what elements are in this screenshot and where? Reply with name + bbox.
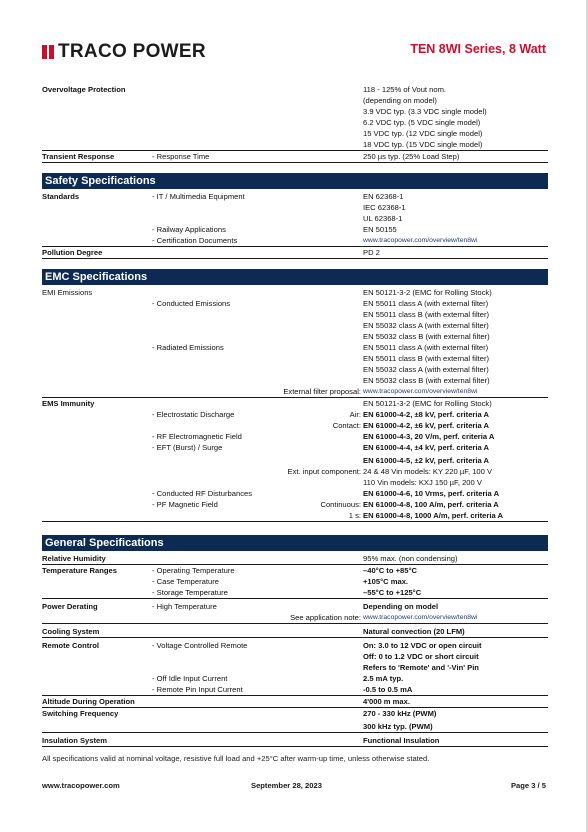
rf-label: - RF Electromagnetic Field — [152, 432, 242, 441]
logo-bars-icon — [42, 45, 54, 59]
temp-op-label: - Operating Temperature — [152, 566, 235, 575]
eft-value: EN 61000-4-4, ±4 kV, perf. criteria A — [363, 443, 490, 452]
altitude-row — [42, 696, 548, 708]
conducted-value: EN 55011 class B (with external filter) — [363, 310, 490, 319]
emi-label: EMI Emissions — [42, 288, 93, 297]
ovp-value: 118 - 125% of Vout nom. — [363, 85, 447, 94]
spec-table — [42, 84, 548, 747]
insulation-value: Functional Insulation — [363, 736, 440, 745]
esd-contact-label: Contact: — [332, 421, 361, 430]
humidity-label: Relative Humidity — [42, 554, 106, 563]
pf-1s-label: 1 s: — [348, 511, 361, 520]
esd-air-label: Air: — [349, 410, 361, 419]
pf-label: - PF Magnetic Field — [152, 500, 218, 509]
remote-row — [42, 640, 548, 673]
footer-website-link[interactable]: www.tracopower.com — [42, 781, 120, 790]
surge-value: EN 61000-4-5, ±2 kV, perf. criteria A — [363, 456, 490, 465]
switching-label: Switching Frequency — [42, 709, 119, 718]
conducted-row — [42, 298, 548, 342]
footnote: All specifications valid at nominal voltage, resistive full load and +25°C after warm-up time, unless otherwise stated. — [42, 754, 430, 763]
derating-sub: - High Temperature — [152, 602, 217, 611]
offidle-row — [42, 673, 548, 684]
remote-value: Off: 0 to 1.2 VDC or short circuit — [363, 652, 479, 661]
insulation-row — [42, 735, 548, 747]
switching-row — [42, 708, 548, 733]
ext-row — [42, 466, 548, 488]
emc-section-title: EMC Specifications — [42, 269, 548, 285]
ems-row — [42, 398, 548, 409]
ovp-label: Overvoltage Protection — [42, 85, 126, 94]
series-title: TEN 8WI Series, 8 Watt — [410, 42, 546, 56]
crf-row — [42, 488, 548, 499]
filter-row — [42, 386, 548, 398]
cooling-value: Natural convection (20 LFM) — [363, 627, 465, 636]
see-row — [42, 612, 548, 624]
cert-link[interactable]: www.tracopower.com/overview/ten8wi — [363, 237, 478, 244]
crf-label: - Conducted RF Disturbances — [152, 489, 253, 498]
temp-op-row — [42, 565, 548, 576]
eft-label: - EFT (Burst) / Surge — [152, 443, 223, 452]
radiated-value: EN 55032 class B (with external filter) — [363, 376, 490, 385]
crf-value: EN 61000-4-6, 10 Vrms, perf. criteria A — [363, 489, 500, 498]
transient-sub: - Response Time — [152, 152, 210, 161]
ext-value: 110 Vin models: KXJ 150 µF, 200 V — [363, 478, 482, 487]
cert-row — [42, 235, 548, 247]
temp-op-value: –40°C to +85°C — [363, 566, 417, 575]
temp-label: Temperature Ranges — [42, 566, 117, 575]
ovp-value: 3.9 VDC typ. (3.3 VDC single model) — [363, 107, 487, 116]
traco-logo — [42, 42, 206, 62]
humidity-row — [42, 553, 548, 565]
remotepin-value: -0.5 to 0.5 mA — [363, 685, 413, 694]
conducted-value: EN 55032 class A (with external filter) — [363, 321, 489, 330]
conducted-label: - Conducted Emissions — [152, 299, 231, 308]
rail-label: - Railway Applications — [152, 225, 226, 234]
transient-row — [42, 151, 548, 163]
radiated-value: EN 55011 class A (with external filter) — [363, 343, 489, 352]
see-link[interactable]: www.tracopower.com/overview/ten8wi — [363, 614, 478, 621]
temp-case-value: +105°C max. — [363, 577, 409, 586]
ovp-value: 6.2 VDC typ. (5 VDC single model) — [363, 118, 481, 127]
footer-date: September 28, 2023 — [251, 781, 322, 790]
safety-section-title: Safety Specifications — [42, 173, 548, 189]
esd-label: - Electrostatic Discharge — [152, 410, 235, 419]
altitude-label: Altitude During Operation — [42, 697, 135, 706]
insulation-label: Insulation System — [42, 736, 107, 745]
remote-label: Remote Control — [42, 641, 99, 650]
it-value: UL 62368-1 — [363, 214, 403, 223]
pollution-value: PD 2 — [363, 248, 380, 257]
remotepin-label: - Remote Pin Input Current — [152, 685, 243, 694]
pf-1s-row — [42, 510, 548, 522]
temp-case-row — [42, 576, 548, 587]
ovp-row — [42, 84, 548, 151]
rf-value: EN 61000-4-3, 20 V/m, perf. criteria A — [363, 432, 495, 441]
derating-label: Power Derating — [42, 602, 98, 611]
rail-value: EN 50155 — [363, 225, 397, 234]
emi-first: EN 50121-3-2 (EMC for Rolling Stock) — [363, 288, 492, 297]
remote-value: On: 3.0 to 12 VDC or open circuit — [363, 641, 482, 650]
remotepin-row — [42, 684, 548, 696]
it-label: - IT / Multimedia Equipment — [152, 192, 245, 201]
eft-row — [42, 442, 548, 466]
ovp-value: 18 VDC typ. (15 VDC single model) — [363, 140, 483, 149]
rail-row — [42, 224, 548, 235]
temp-storage-value: –55°C to +125°C — [363, 588, 422, 597]
remote-sub: - Voltage Controlled Remote — [152, 641, 248, 650]
ovp-value: (depending on model) — [363, 96, 437, 105]
ext-label: Ext. input component: — [287, 467, 361, 476]
cooling-label: Cooling System — [42, 627, 100, 636]
transient-label: Transient Response — [42, 152, 115, 161]
pollution-row — [42, 247, 548, 259]
radiated-value: EN 55011 class B (with external filter) — [363, 354, 490, 363]
ovp-value: 15 VDC typ. (12 VDC single model) — [363, 129, 483, 138]
filter-link[interactable]: www.tracopower.com/overview/ten8wi — [363, 388, 478, 395]
cert-label: - Certification Documents — [152, 236, 238, 245]
temp-storage-row — [42, 587, 548, 599]
transient-value: 250 µs typ. (25% Load Step) — [363, 152, 460, 161]
ems-first: EN 50121-3-2 (EMC for Rolling Stock) — [363, 399, 492, 408]
derating-row — [42, 601, 548, 612]
pollution-label: Pollution Degree — [42, 248, 103, 257]
altitude-value: 4'000 m max. — [363, 697, 410, 706]
radiated-value: EN 55032 class A (with external filter) — [363, 365, 489, 374]
brand-name: TRACO POWER — [58, 41, 206, 62]
switching-value: 300 kHz typ. (PWM) — [363, 722, 433, 731]
standards-row — [42, 191, 548, 224]
pf-cont-value: EN 61000-4-8, 100 A/m, perf. criteria A — [363, 500, 499, 509]
esd-air-value: EN 61000-4-2, ±8 kV, perf. criteria A — [363, 410, 490, 419]
cooling-row — [42, 626, 548, 638]
pf-1s-value: EN 61000-4-8, 1000 A/m, perf. criteria A — [363, 511, 503, 520]
filter-label: External filter proposal: — [283, 387, 361, 396]
remote-value: Refers to 'Remote' and '-Vin' Pin — [363, 663, 479, 672]
see-label: See application note: — [290, 613, 361, 622]
radiated-label: - Radiated Emissions — [152, 343, 224, 352]
it-value: EN 62368-1 — [363, 192, 404, 201]
esd-contact-row — [42, 420, 548, 431]
radiated-row — [42, 342, 548, 386]
temp-storage-label: - Storage Temperature — [152, 588, 228, 597]
it-value: IEC 62368-1 — [363, 203, 406, 212]
standards-label: Standards — [42, 192, 80, 201]
esd-air-row — [42, 409, 548, 420]
ext-value: 24 & 48 Vin models: KY 220 µF, 100 V — [363, 467, 493, 476]
conducted-value: EN 55032 class B (with external filter) — [363, 332, 490, 341]
conducted-value: EN 55011 class A (with external filter) — [363, 299, 489, 308]
derating-value: Depending on model — [363, 602, 439, 611]
emi-row — [42, 287, 548, 298]
general-section-title: General Specifications — [42, 535, 548, 551]
esd-contact-value: EN 61000-4-2, ±6 kV, perf. criteria A — [363, 421, 490, 430]
switching-value: 270 - 330 kHz (PWM) — [363, 709, 437, 718]
humidity-value: 95% max. (non condensing) — [363, 554, 458, 563]
pf-cont-label: Continuous: — [320, 500, 361, 509]
temp-case-label: - Case Temperature — [152, 577, 219, 586]
ems-label: EMS Immunity — [42, 399, 95, 408]
pf-cont-row — [42, 499, 548, 510]
footer-page-number: Page 3 / 5 — [510, 781, 546, 790]
offidle-label: - Off Idle Input Current — [152, 674, 228, 683]
offidle-value: 2.5 mA typ. — [363, 674, 404, 683]
rf-row — [42, 431, 548, 442]
